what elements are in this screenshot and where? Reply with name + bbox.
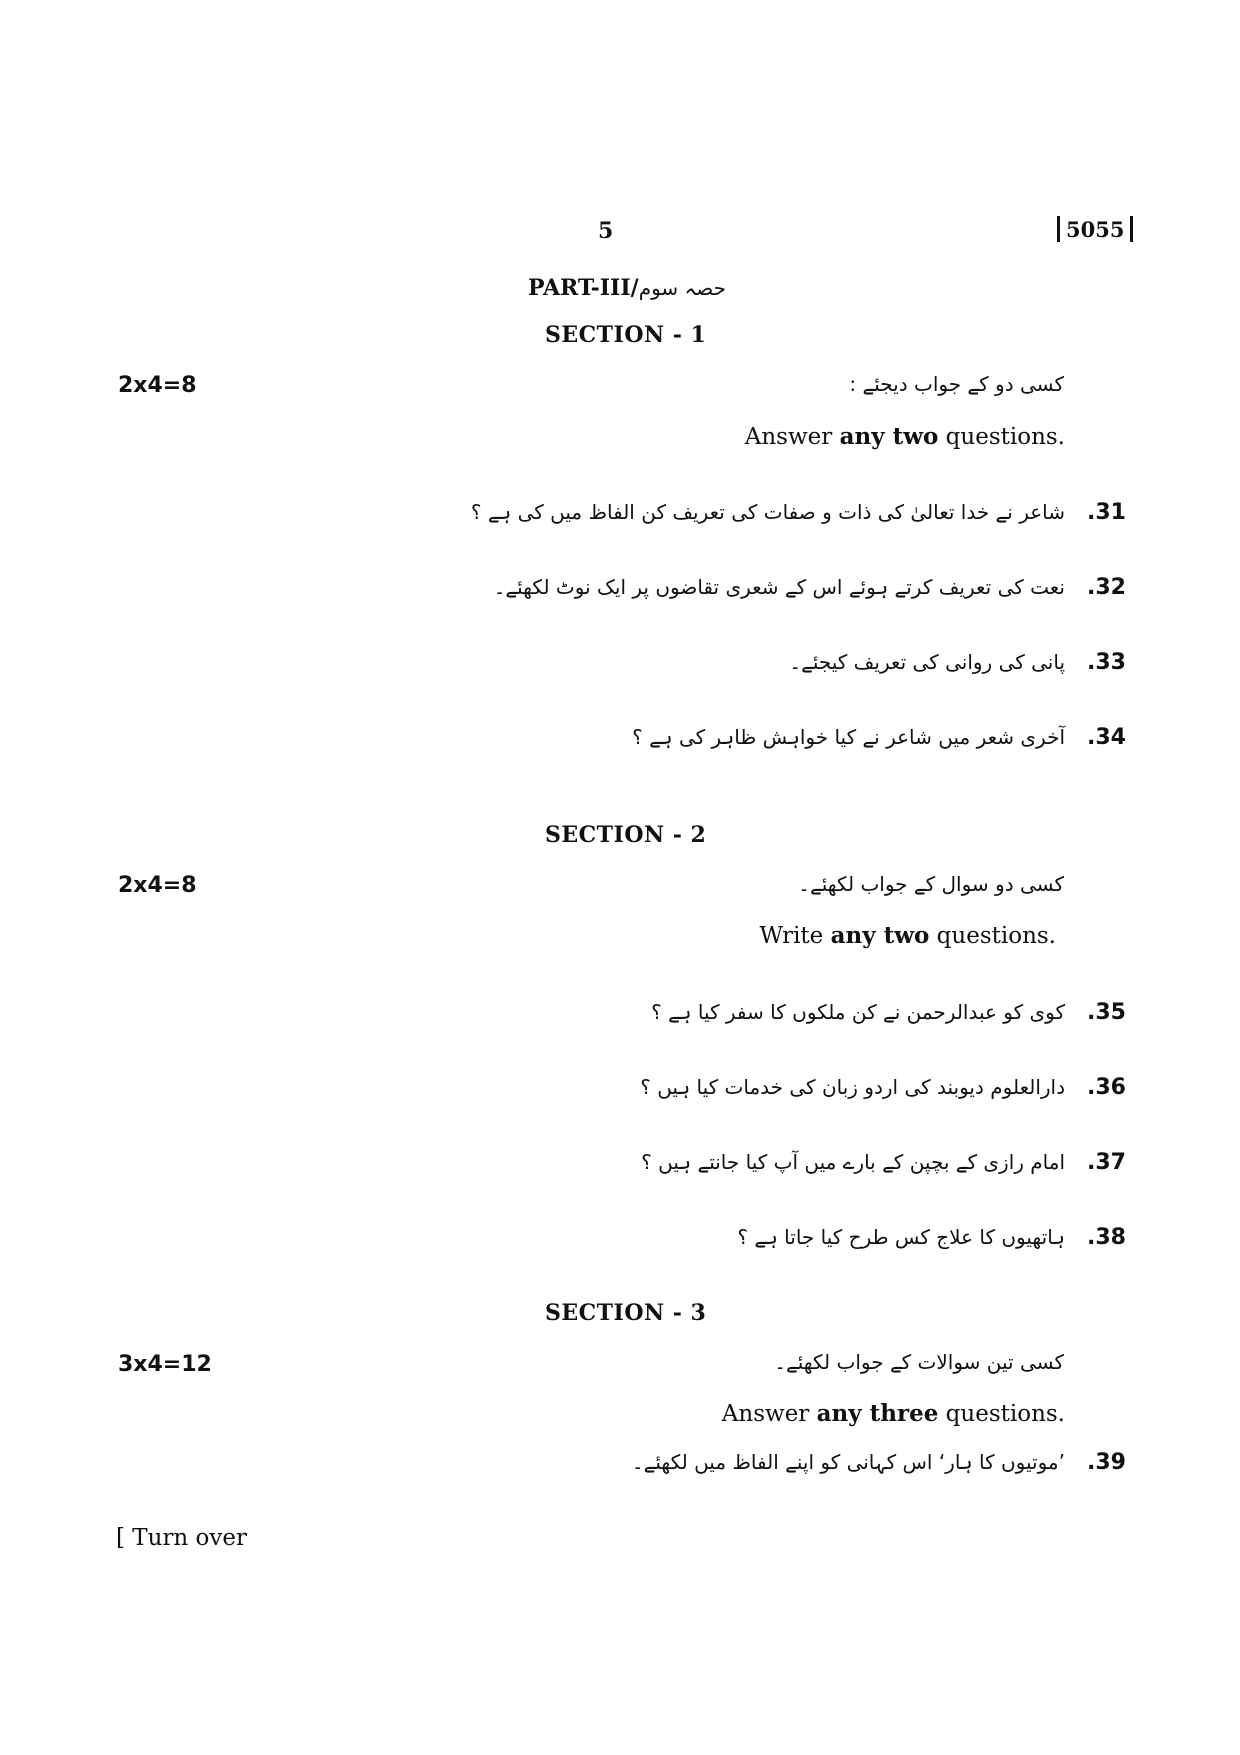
page-number: 5 (598, 218, 614, 244)
instruction-text: questions. (938, 424, 1065, 450)
section-3-instruction-urdu: کسی تین سوالات کے جواب لکھئے۔ (774, 1350, 1064, 1374)
instruction-emphasis: any two (839, 423, 939, 450)
question-33 (789, 650, 1126, 675)
section-2-instruction-en (759, 922, 1056, 949)
instruction-text: questions. (929, 923, 1056, 949)
question-text: آخری شعر میں شاعر نے کیا خواہش ظاہر کی ہے ؟ (632, 725, 1066, 749)
turn-over-note: [ Turn over (116, 1525, 248, 1551)
instruction-text: questions. (938, 1401, 1065, 1427)
question-number: .37 (1087, 1150, 1126, 1175)
question-number: .34 (1087, 725, 1126, 750)
instruction-emphasis: any two (830, 922, 930, 949)
section-3-title: SECTION - 3 (545, 1300, 707, 1326)
instruction-text: Write (759, 923, 831, 949)
question-text: شاعر نے خدا تعالیٰ کی ذات و صفات کی تعریف کن الفاظ میں کی ہے ؟ (470, 500, 1066, 524)
section-3-instruction-en (722, 1400, 1065, 1427)
question-text: ہاتھیوں کا علاج کس طرح کیا جاتا ہے ؟ (737, 1225, 1066, 1249)
section-1-title: SECTION - 1 (545, 322, 707, 348)
question-text: امام رازی کے بچپن کے بارے میں آپ کیا جانتے ہیں ؟ (641, 1150, 1066, 1174)
question-text: ’موتیوں کا ہار‘ اس کہانی کو اپنے الفاظ میں لکھئے۔ (631, 1450, 1066, 1474)
instruction-text: Answer (721, 1401, 817, 1427)
instruction-emphasis: any three (816, 1400, 939, 1427)
question-number: .38 (1087, 1225, 1126, 1250)
section-2-title: SECTION - 2 (545, 822, 707, 848)
question-number: .32 (1087, 575, 1126, 600)
question-35 (651, 1000, 1126, 1025)
question-36 (640, 1075, 1126, 1100)
question-38 (737, 1225, 1126, 1250)
section-1-instruction-urdu: کسی دو کے جواب دیجئے : (849, 372, 1064, 396)
question-number: .35 (1087, 1000, 1126, 1025)
section-2-instruction-urdu: کسی دو سوال کے جواب لکھئے۔ (798, 872, 1064, 896)
section-1-instruction-en (745, 423, 1065, 450)
question-34 (632, 725, 1126, 750)
part-label: PART-III/ (528, 275, 639, 301)
question-text: کوی کو عبدالرحمن نے کن ملکوں کا سفر کیا ہے ؟ (651, 1000, 1066, 1024)
part-title (528, 275, 726, 301)
question-text: پانی کی روانی کی تعریف کیجئے۔ (789, 650, 1066, 674)
paper-code-box: 5055 (1057, 216, 1133, 242)
question-number: .31 (1087, 500, 1126, 525)
question-number: .39 (1087, 1450, 1126, 1475)
question-text: نعت کی تعریف کرتے ہوئے اس کے شعری تقاضوں پر ایک نوٹ لکھئے۔ (493, 575, 1066, 599)
section-3-marks: 3x4=12 (118, 1352, 212, 1377)
question-39 (632, 1450, 1126, 1475)
section-1-marks: 2x4=8 (118, 373, 197, 398)
question-number: .33 (1087, 650, 1126, 675)
part-label-urdu: حصہ سوم (638, 276, 726, 300)
question-31 (471, 500, 1126, 525)
section-2-marks: 2x4=8 (118, 873, 197, 898)
question-37 (641, 1150, 1126, 1175)
question-text: دارالعلوم دیوبند کی اردو زبان کی خدمات کیا ہیں ؟ (640, 1075, 1066, 1099)
question-number: .36 (1087, 1075, 1126, 1100)
question-32 (494, 575, 1126, 600)
instruction-text: Answer (744, 424, 840, 450)
